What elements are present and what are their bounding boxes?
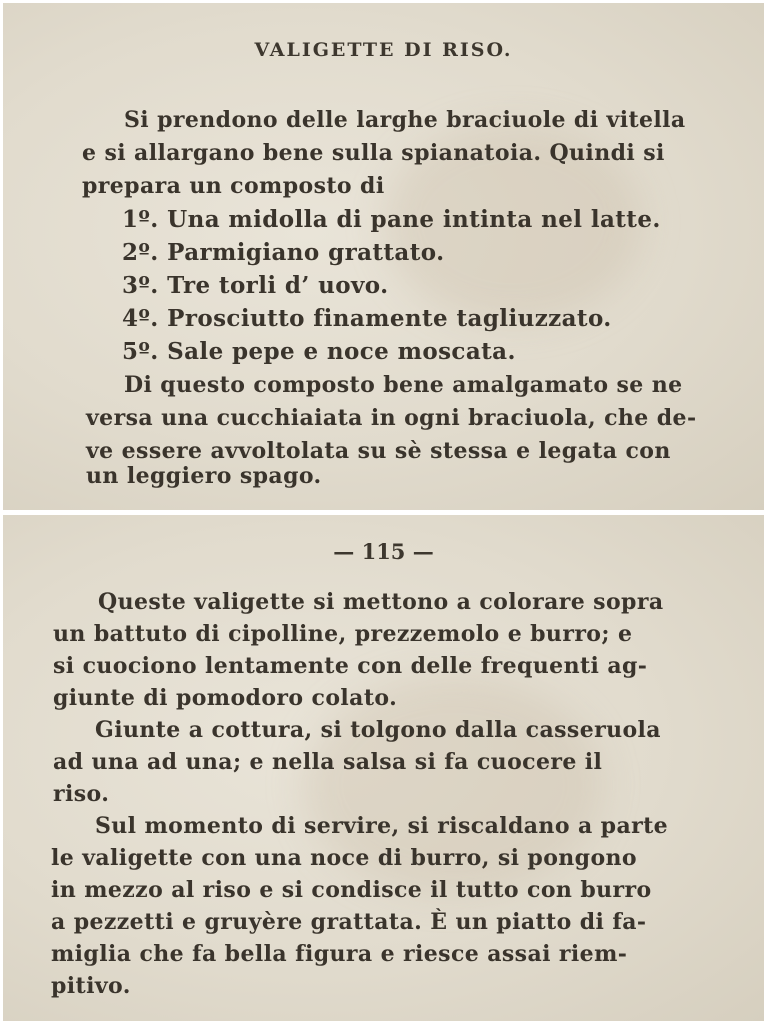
text-line: Si prendono delle larghe braciuole di vitella [124,107,686,133]
text-line: le valigette con una noce di burro, si pongono [51,845,638,871]
text-line: in mezzo al riso e si condisce il tutto con burro [51,877,652,903]
ingredient-item: 2º. Parmigiano grattato. [122,239,445,266]
text-line: pitivo. [51,973,131,999]
text-line: versa una cucchiaiata in ogni braciuola, che de- [86,405,697,431]
page-number: — 115 — [333,539,434,564]
text-line: un leggiero spago. [86,463,322,489]
text-line: miglia che fa bella figura e riesce assai riem- [51,941,628,967]
recipe-title: VALIGETTE DI RISO. [254,39,513,61]
text-line: prepara un composto di [82,173,385,199]
text-line: e si allargano bene sulla spianatoia. Quindi si [82,140,665,166]
text-line: giunte di pomodoro colato. [53,685,398,711]
ingredient-item: 1º. Una midolla di pane intinta nel latte. [122,206,661,233]
text-line: un battuto di cipolline, prezzemolo e burro; e [53,621,633,647]
text-line: a pezzetti e gruyère grattata. È un piatto di fa- [51,909,647,935]
ingredient-item: 3º. Tre torli d’ uovo. [122,272,389,299]
ingredient-item: 5º. Sale pepe e noce moscata. [122,338,516,365]
bottom-page-photo [3,515,764,1021]
text-line: si cuociono lentamente con delle frequenti ag- [53,653,648,679]
text-line: ve essere avvoltolata su sè stessa e legata con [86,438,671,464]
text-line: ad una ad una; e nella salsa si fa cuocere il [53,749,603,775]
text-line: Sul momento di servire, si riscaldano a parte [95,813,669,839]
text-line: Di questo composto bene amalgamato se ne [124,372,683,398]
text-line: Giunte a cottura, si tolgono dalla casseruola [95,717,661,743]
ingredient-item: 4º. Prosciutto finamente tagliuzzato. [122,305,612,332]
text-line: riso. [53,781,110,807]
text-line: Queste valigette si mettono a colorare sopra [98,589,664,615]
top-page-photo [3,3,764,510]
